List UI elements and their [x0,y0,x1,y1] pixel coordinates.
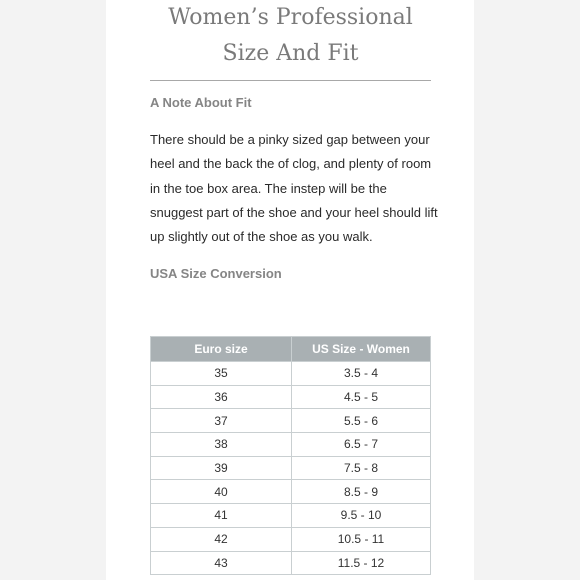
table-row [151,504,431,528]
us-size-cell: 7.5 - 8 [292,456,431,480]
table-row [151,480,431,504]
euro-size-cell: 40 [151,480,292,504]
column-header-us: US Size - Women [292,337,431,362]
us-size-cell: 5.5 - 6 [292,409,431,433]
us-size-cell: 10.5 - 11 [292,527,431,551]
title-divider [150,80,431,81]
us-size-cell: 3.5 - 4 [292,362,431,386]
page-title: Women’s Professional Size And Fit [168,5,413,66]
fit-note-heading: A Note About Fit [150,95,252,110]
size-conversion-table [150,336,431,575]
euro-size-cell: 42 [151,527,292,551]
table-row [151,362,431,386]
us-size-cell: 11.5 - 12 [292,551,431,575]
euro-size-cell: 43 [151,551,292,575]
euro-size-cell: 39 [151,456,292,480]
size-conversion-heading: USA Size Conversion [150,266,282,281]
table-row [151,456,431,480]
us-size-cell: 4.5 - 5 [292,385,431,409]
table-row [151,433,431,457]
table-row [151,385,431,409]
us-size-cell: 6.5 - 7 [292,433,431,457]
us-size-cell: 9.5 - 10 [292,504,431,528]
table-row [151,409,431,433]
fit-note-text: There should be a pinky sized gap between your heel and the back the of clog, and plenty of room in the toe box area. The instep will be the snuggest part of the shoe and your heel should lift up slightly out of the shoe as you walk. [150,132,438,245]
euro-size-cell: 36 [151,385,292,409]
euro-size-cell: 35 [151,362,292,386]
table-row [151,527,431,551]
euro-size-cell: 38 [151,433,292,457]
euro-size-cell: 37 [151,409,292,433]
table-row [151,551,431,575]
us-size-cell: 8.5 - 9 [292,480,431,504]
column-header-euro: Euro size [151,337,292,362]
table-header-row [151,337,431,362]
euro-size-cell: 41 [151,504,292,528]
